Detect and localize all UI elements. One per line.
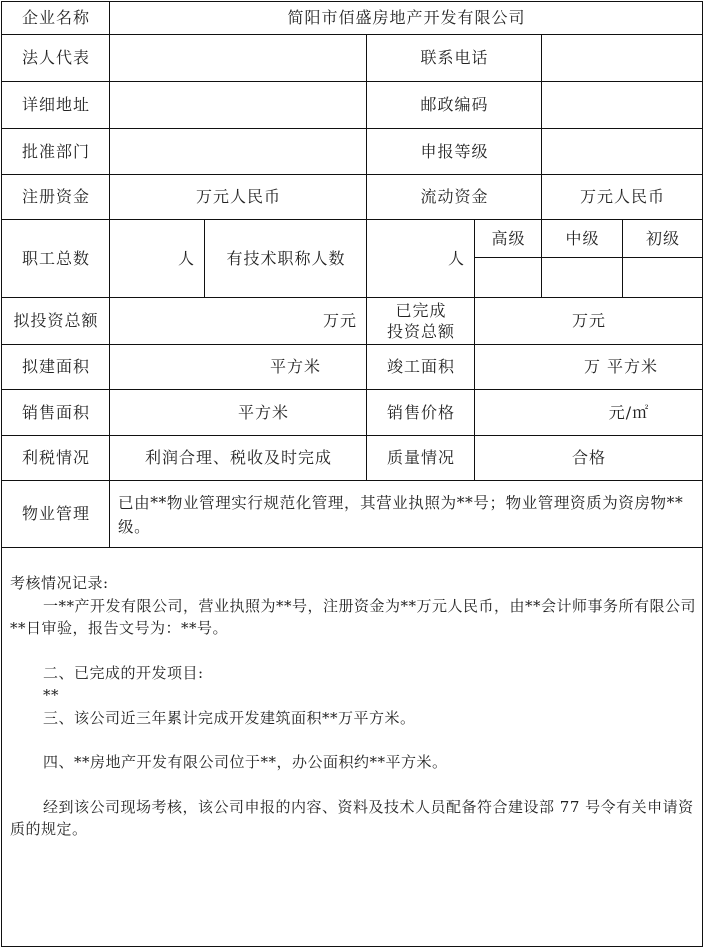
apply-level-label: 申报等级 (420, 141, 489, 161)
staff-total-label: 职工总数 (21, 248, 90, 268)
review-notes (10, 572, 700, 841)
quality-field[interactable]: 合格 (571, 448, 606, 468)
legal-rep-field[interactable] (110, 35, 367, 82)
profit-tax-field[interactable]: 利润合理、税收及时完成 (144, 448, 332, 468)
completed-invest-label (367, 298, 475, 345)
company-name-label: 企业名称 (21, 8, 90, 28)
review-item-2: 二、已完成的开发项目: (43, 663, 204, 682)
planned-invest-field[interactable]: 万元 (322, 311, 357, 331)
postcode-field[interactable] (542, 82, 703, 129)
quality-label: 质量情况 (386, 448, 455, 468)
phone-label: 联系电话 (420, 48, 489, 68)
completed-invest-label-line1: 已完成 (395, 300, 447, 320)
approval-dept-field[interactable] (110, 129, 367, 175)
company-name-field[interactable]: 简阳市佰盛房地产开发有限公司 (287, 8, 526, 28)
sales-area-label: 销售面积 (21, 402, 90, 422)
working-capital-field[interactable]: 万元人民币 (579, 187, 665, 207)
completed-area-label: 竣工面积 (386, 357, 455, 377)
senior-field[interactable] (475, 258, 542, 298)
completed-area-field[interactable]: 万 平方米 (583, 357, 659, 377)
review-item-4: 四、**房地产开发有限公司位于**，办公面积约**平方米。 (43, 753, 448, 771)
review-item-3: 三、该公司近三年累计完成开发建筑面积**万平方米。 (43, 708, 416, 727)
approval-dept-label: 批准部门 (21, 141, 90, 161)
phone-field[interactable] (542, 35, 703, 82)
sales-price-field[interactable]: 元/㎡ (608, 402, 650, 422)
sales-area-field[interactable]: 平方米 (237, 402, 289, 422)
completed-invest-field[interactable]: 万元 (571, 311, 606, 331)
postcode-label: 邮政编码 (420, 95, 489, 115)
review-conclusion: 经到该公司现场考核，该公司申报的内容、资料及技术人员配备符合建设部 77 号令有关申请资质的规定。 (10, 797, 694, 838)
review-title: 考核情况记录: (10, 574, 109, 592)
property-mgmt-label: 物业管理 (21, 504, 90, 524)
middle-field[interactable] (542, 258, 623, 298)
apply-level-field[interactable] (542, 129, 703, 175)
planned-invest-label: 拟投资总额 (13, 311, 99, 331)
junior-label: 初级 (645, 228, 680, 248)
review-item-2-detail: ** (43, 686, 59, 704)
planned-area-field[interactable]: 平方米 (269, 357, 321, 377)
senior-label: 高级 (491, 228, 526, 248)
planned-area-label: 拟建面积 (21, 357, 90, 377)
completed-invest-label-line2: 投资总额 (386, 321, 455, 341)
junior-field[interactable] (623, 258, 703, 298)
legal-rep-label: 法人代表 (21, 48, 90, 68)
profit-tax-label: 利税情况 (21, 448, 90, 468)
working-capital-label: 流动资金 (420, 187, 489, 207)
staff-total-field[interactable]: 人 (177, 248, 195, 268)
reg-capital-field[interactable]: 万元人民币 (195, 187, 281, 207)
reg-capital-label: 注册资金 (21, 187, 90, 207)
address-field[interactable] (110, 82, 367, 129)
property-mgmt-field[interactable]: 已由**物业管理实行规范化管理，其营业执照为**号；物业管理资质为资房物**级。 (118, 493, 684, 536)
tech-staff-label: 有技术职称人数 (226, 248, 346, 268)
review-item-1: 一**产开发有限公司，营业执照为**号，注册资金为**万元人民币，由**会计师事务所有限公司**日审验，报告文号为：**号。 (10, 596, 697, 637)
sales-price-label: 销售价格 (386, 402, 455, 422)
address-label: 详细地址 (21, 95, 90, 115)
middle-label: 中级 (565, 228, 600, 248)
tech-staff-field[interactable]: 人 (447, 248, 465, 268)
